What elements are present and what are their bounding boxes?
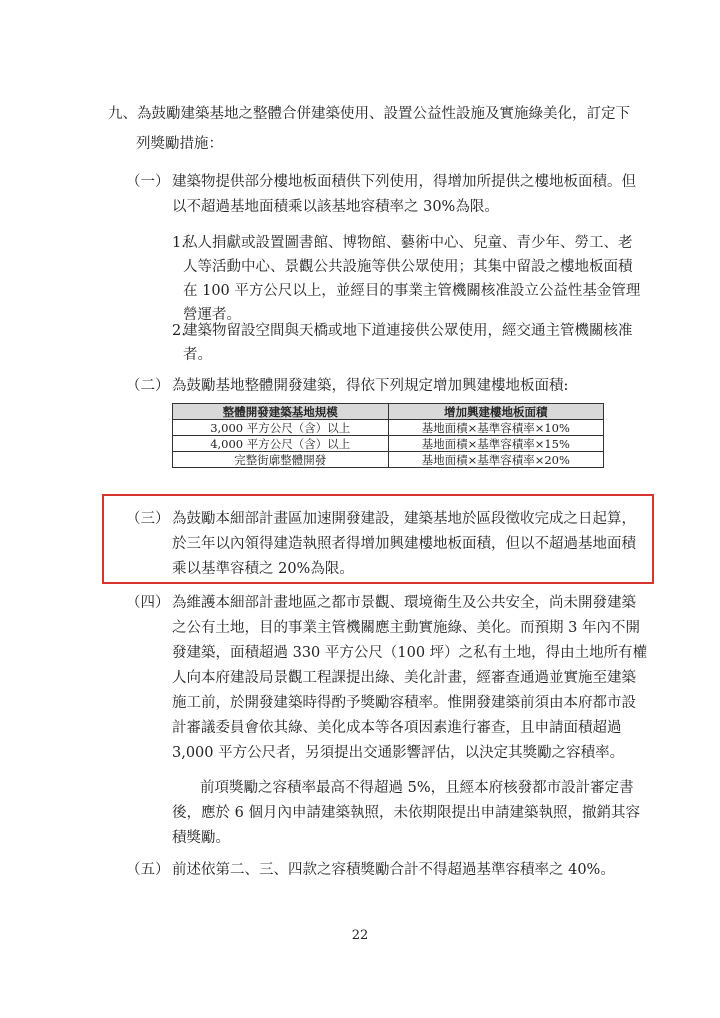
item-4-para-2-line-3: 積獎勵。 [172, 830, 230, 846]
item-4-para-2-line-2: 後，應於 6 個月內申請建築執照，未依期限提出申請建築執照，撤銷其容 [172, 805, 640, 821]
section-9-number: 九、 [108, 106, 137, 122]
item-3-line-3: 乘以基準容積之 20%為限。 [172, 561, 354, 577]
item-2-line-1: 為鼓勵基地整體開發建築，得依下列規定增加興建樓地板面積: [172, 378, 569, 394]
item-3-line-2: 於三年以內領得建造執照者得增加興建樓地板面積，但以不超過基地面積 [172, 536, 636, 552]
item-3-line-1: 為鼓勵本細部計畫區加速開發建設，建築基地於區段徵收完成之日起算， [172, 511, 636, 527]
item-4-para-2-line-1: 前項獎勵之容積率最高不得超過 5%，且經本府核發都市設計審定書 [200, 780, 634, 796]
item-4-line-3: 發建築，面積超過 330 平方公尺（100 坪）之私有土地，得由土地所有權 [172, 645, 648, 661]
item-1-line-1: 建築物提供部分樓地板面積供下列使用，得增加所提供之樓地板面積。但 [172, 174, 636, 190]
section-9-line-2: 列獎勵措施： [136, 136, 223, 152]
item-1-sub-1-line-3: 在 100 平方公尺以上，並經目的事業主管機關核准設立公益性基金管理 [183, 283, 641, 299]
item-2-number: （二） [126, 378, 170, 394]
table-row [173, 420, 604, 436]
item-4-line-1: 為維護本細部計畫地區之都市景觀、環境衛生及公共安全，尚未開發建築 [172, 595, 636, 611]
bonus-table [172, 403, 604, 468]
table-cell: 基地面積×基準容積率×15% [388, 436, 604, 452]
item-1-sub-2-number: 2. [172, 323, 186, 339]
table-cell: 完整街廓整體開發 [173, 452, 389, 468]
item-1-line-2: 以不超過基地面積乘以該基地容積率之 30%為限。 [172, 199, 499, 215]
item-1-sub-1-number: 1. [172, 235, 186, 251]
page-number: 22 [351, 928, 369, 943]
table-cell: 基地面積×基準容積率×20% [388, 452, 604, 468]
item-1-number: （一） [126, 174, 170, 190]
table-cell: 4,000 平方公尺（含）以上 [173, 436, 389, 452]
item-4-line-6: 計審議委員會依其綠、美化成本等各項因素進行審查，且申請面積超過 [172, 720, 622, 736]
table-header-cell: 整體開發建築基地規模 [173, 404, 389, 420]
item-4-number: （四） [126, 595, 170, 611]
item-3-number: （三） [126, 511, 170, 527]
item-5-number: （五） [126, 862, 170, 878]
section-9 [108, 101, 630, 127]
table-header-cell: 增加興建樓地板面積 [388, 404, 604, 420]
item-4-line-2: 之公有土地，目的事業主管機關應主動實施綠、美化。而預期 3 年內不開 [172, 620, 640, 636]
item-1-sub-1-line-1: 私人捐獻或設置圖書館、博物館、藝術中心、兒童、青少年、勞工、老 [183, 235, 633, 251]
item-1-sub-1-line-2: 人等活動中心、景觀公共設施等供公眾使用；其集中留設之樓地板面積 [183, 259, 633, 275]
item-4-line-5: 施工前，於開發建築時得酌予獎勵容積率。惟開發建築前須由本府都市設 [172, 695, 636, 711]
item-4-line-7: 3,000 平方公尺者，另須提出交通影響評估，以決定其獎勵之容積率。 [172, 745, 625, 761]
table-header-row [173, 404, 604, 420]
table-cell: 基地面積×基準容積率×10% [388, 420, 604, 436]
table-row [173, 436, 604, 452]
table-row [173, 452, 604, 468]
section-9-line-1: 為鼓勵建築基地之整體合併建築使用、設置公益性設施及實施綠美化，訂定下 [137, 106, 630, 122]
item-1-sub-2-line-1: 建築物留設空間與天橋或地下道連接供公眾使用，經交通主管機關核准 [183, 323, 633, 339]
item-4-line-4: 人向本府建設局景觀工程課提出綠、美化計畫，經審查通過並實施至建築 [172, 670, 636, 686]
item-1-sub-1-line-4: 營運者。 [183, 307, 241, 323]
table-cell: 3,000 平方公尺（含）以上 [173, 420, 389, 436]
item-5-line-1: 前述依第二、三、四款之容積獎勵合計不得超過基準容積率之 40%。 [172, 862, 615, 878]
item-1-sub-2-line-2: 者。 [183, 347, 212, 363]
